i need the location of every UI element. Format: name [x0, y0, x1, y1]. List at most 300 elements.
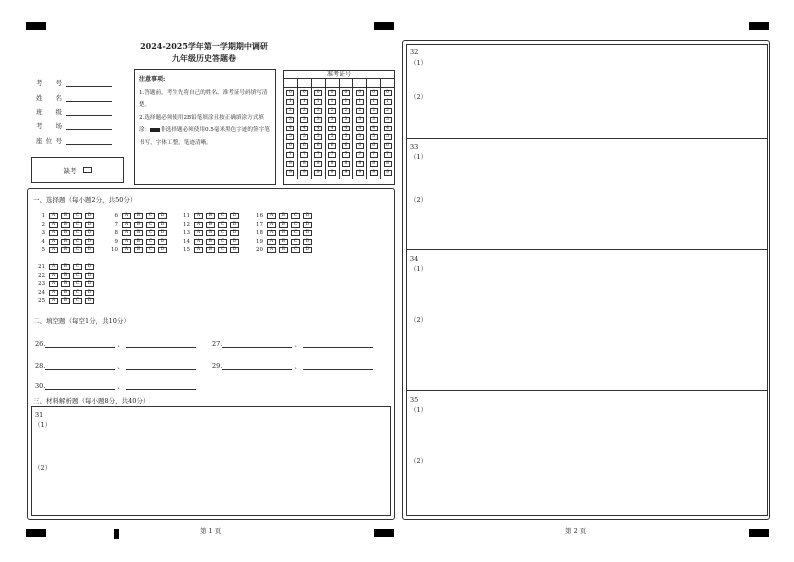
option-bubble[interactable]: A: [194, 239, 203, 245]
digit-bubble[interactable]: 0: [328, 90, 336, 96]
option-bubble[interactable]: B: [61, 230, 70, 236]
exam-number-column: [381, 88, 394, 179]
question-35-sub1: （1）: [410, 406, 428, 414]
option-bubble[interactable]: B: [61, 247, 70, 253]
choice-question-row: [251, 238, 315, 246]
fill-item-30[interactable]: [35, 380, 196, 390]
answer-area-32[interactable]: [406, 44, 768, 139]
title-line-1: 2024-2025学年第一学期期中调研: [140, 41, 268, 51]
question-number: 2: [41, 221, 45, 228]
option-bubble[interactable]: B: [134, 239, 143, 245]
question-number: 22: [38, 272, 45, 279]
digit-bubble[interactable]: 6: [356, 143, 364, 149]
question-number: 14: [183, 238, 190, 245]
option-bubble[interactable]: A: [49, 247, 58, 253]
question-31-sub2: （2）: [34, 464, 52, 472]
question-number: 7: [114, 221, 118, 228]
exam-number-column: [367, 88, 381, 179]
option-bubble[interactable]: D: [85, 239, 94, 245]
fill-item-26[interactable]: [35, 338, 196, 348]
option-bubble[interactable]: D: [230, 230, 239, 236]
digit-bubble[interactable]: 9: [356, 170, 364, 176]
section-3-title: 三、材料解析题（每小题8分，共40分）: [33, 397, 150, 405]
option-bubble[interactable]: B: [61, 290, 70, 296]
question-number: 4: [41, 238, 45, 245]
option-bubble[interactable]: B: [61, 264, 70, 270]
digit-bubble[interactable]: 7: [342, 152, 350, 158]
option-bubble[interactable]: D: [85, 213, 94, 219]
option-bubble[interactable]: A: [267, 247, 276, 253]
instruction-2: [139, 112, 271, 150]
digit-bubble[interactable]: 6: [342, 143, 350, 149]
digit-bubble[interactable]: 3: [384, 117, 392, 123]
info-label: 考号: [36, 79, 62, 87]
write-cell[interactable]: [284, 79, 298, 87]
question-32-number: 32: [410, 48, 419, 56]
option-bubble[interactable]: D: [303, 222, 312, 228]
digit-bubble[interactable]: 5: [384, 134, 392, 140]
option-bubble[interactable]: D: [85, 222, 94, 228]
option-bubble[interactable]: A: [122, 230, 131, 236]
write-cell[interactable]: [312, 79, 326, 87]
option-bubble[interactable]: C: [73, 230, 82, 236]
option-bubble[interactable]: B: [279, 230, 288, 236]
digit-bubble[interactable]: 2: [328, 108, 336, 114]
question-33-sub1: （1）: [410, 153, 428, 161]
option-bubble[interactable]: A: [267, 213, 276, 219]
choice-question-row: [33, 229, 97, 237]
exam-number-write-row: [284, 79, 394, 88]
digit-bubble[interactable]: 1: [356, 99, 364, 105]
page-2-label: 第 2 页: [565, 527, 587, 535]
option-bubble[interactable]: A: [49, 281, 58, 287]
option-bubble[interactable]: B: [61, 213, 70, 219]
option-bubble[interactable]: D: [85, 247, 94, 253]
write-cell[interactable]: [326, 79, 340, 87]
blank-line[interactable]: [126, 341, 196, 348]
absent-box: [31, 157, 124, 183]
option-bubble[interactable]: A: [49, 213, 58, 219]
choice-question-row: [178, 246, 242, 254]
question-number: 9: [114, 238, 118, 245]
digit-bubble[interactable]: 8: [342, 161, 350, 167]
blank-line[interactable]: [45, 383, 115, 390]
question-number: 21: [38, 264, 45, 270]
digit-bubble[interactable]: 3: [342, 117, 350, 123]
option-bubble[interactable]: C: [291, 222, 300, 228]
option-bubble[interactable]: A: [267, 239, 276, 245]
digit-bubble[interactable]: 4: [328, 126, 336, 132]
choice-question-row: [251, 212, 315, 220]
digit-bubble[interactable]: 5: [342, 134, 350, 140]
choice-question-row: [33, 289, 97, 297]
digit-bubble[interactable]: 4: [356, 126, 364, 132]
digit-bubble[interactable]: 5: [356, 134, 364, 140]
option-bubble[interactable]: A: [49, 290, 58, 296]
digit-bubble[interactable]: 5: [286, 134, 294, 140]
option-bubble[interactable]: A: [49, 264, 58, 270]
option-bubble[interactable]: B: [134, 213, 143, 219]
write-cell[interactable]: [340, 79, 354, 87]
option-bubble[interactable]: A: [194, 247, 203, 253]
info-room[interactable]: [36, 118, 112, 130]
digit-bubble[interactable]: 8: [300, 161, 308, 167]
info-class[interactable]: [36, 104, 112, 116]
digit-bubble[interactable]: 1: [342, 99, 350, 105]
option-bubble[interactable]: C: [73, 247, 82, 253]
digit-bubble[interactable]: 1: [286, 99, 294, 105]
question-number: 16: [256, 213, 263, 219]
option-bubble[interactable]: D: [85, 264, 94, 270]
question-number: 15: [183, 247, 190, 254]
option-bubble[interactable]: B: [279, 213, 288, 219]
digit-bubble[interactable]: 7: [286, 152, 294, 158]
option-bubble[interactable]: C: [73, 281, 82, 287]
registration-mark-bottom-right: [749, 529, 769, 537]
option-bubble[interactable]: C: [146, 247, 155, 253]
digit-bubble[interactable]: 5: [328, 134, 336, 140]
fill-number: 29.: [212, 362, 223, 370]
option-bubble[interactable]: B: [206, 247, 215, 253]
option-bubble[interactable]: B: [61, 281, 70, 287]
question-33-sub2: （2）: [410, 196, 428, 204]
option-bubble[interactable]: C: [73, 290, 82, 296]
info-line[interactable]: [66, 94, 112, 102]
digit-bubble[interactable]: 0: [300, 90, 308, 96]
digit-bubble[interactable]: 9: [314, 170, 322, 176]
exam-number-column: [298, 88, 312, 179]
option-bubble[interactable]: D: [158, 239, 167, 245]
fill-separator: 、: [117, 362, 124, 370]
option-bubble[interactable]: D: [303, 213, 312, 219]
option-bubble[interactable]: A: [122, 247, 131, 253]
option-bubble[interactable]: C: [73, 264, 82, 270]
choice-question-row: [178, 212, 242, 220]
write-cell[interactable]: [367, 79, 381, 87]
blank-line[interactable]: [303, 363, 373, 370]
digit-bubble[interactable]: 4: [342, 126, 350, 132]
question-number: 6: [114, 213, 118, 219]
option-bubble[interactable]: D: [158, 213, 167, 219]
option-bubble[interactable]: C: [146, 213, 155, 219]
digit-bubble[interactable]: 2: [300, 108, 308, 114]
choice-question-row: [106, 238, 170, 246]
digit-bubble[interactable]: 1: [314, 99, 322, 105]
question-number: 13: [183, 230, 190, 237]
digit-bubble[interactable]: 9: [328, 170, 336, 176]
choice-question-row: [251, 229, 315, 237]
option-bubble[interactable]: D: [85, 273, 94, 279]
option-bubble[interactable]: C: [291, 247, 300, 253]
digit-bubble[interactable]: 9: [370, 170, 378, 176]
exam-number-title: 准考证号: [284, 71, 394, 79]
option-bubble[interactable]: B: [61, 273, 70, 279]
digit-bubble[interactable]: 4: [370, 126, 378, 132]
section-2-title: 二、填空题（每空1分，共10分）: [33, 317, 130, 325]
option-bubble[interactable]: C: [218, 239, 227, 245]
digit-bubble[interactable]: 7: [384, 152, 392, 158]
digit-bubble[interactable]: 3: [314, 117, 322, 123]
question-number: 12: [183, 221, 190, 228]
option-bubble[interactable]: A: [194, 230, 203, 236]
question-31-sub1: （1）: [34, 421, 52, 429]
option-bubble[interactable]: B: [61, 298, 70, 304]
fill-number: 27.: [212, 340, 223, 348]
option-bubble[interactable]: B: [206, 222, 215, 228]
digit-bubble[interactable]: 8: [328, 161, 336, 167]
digit-bubble[interactable]: 8: [370, 161, 378, 167]
option-bubble[interactable]: B: [206, 213, 215, 219]
digit-bubble[interactable]: 9: [286, 170, 294, 176]
digit-bubble[interactable]: 4: [384, 126, 392, 132]
option-bubble[interactable]: A: [49, 273, 58, 279]
info-line[interactable]: [66, 79, 112, 87]
blank-line[interactable]: [303, 341, 373, 348]
choice-question-row: [178, 221, 242, 229]
instruction-2b: 非选择题必须使用0.5毫米黑色字迹的签字笔书写，字体工整，笔迹清晰。: [139, 127, 270, 146]
info-label: 姓名: [36, 94, 62, 102]
fill-number: 28.: [35, 362, 46, 370]
question-number: 17: [256, 221, 263, 228]
digit-bubble[interactable]: 2: [342, 108, 350, 114]
option-bubble[interactable]: A: [49, 239, 58, 245]
question-number: 5: [41, 247, 45, 254]
absent-label: 缺考: [63, 166, 77, 175]
option-bubble[interactable]: D: [230, 247, 239, 253]
answer-area-34[interactable]: [406, 250, 768, 391]
digit-bubble[interactable]: 5: [300, 134, 308, 140]
option-bubble[interactable]: A: [49, 230, 58, 236]
option-bubble[interactable]: D: [230, 213, 239, 219]
option-bubble[interactable]: D: [303, 230, 312, 236]
option-bubble[interactable]: A: [122, 213, 131, 219]
fill-separator: 、: [294, 362, 301, 370]
digit-bubble[interactable]: 2: [370, 108, 378, 114]
fill-item-27[interactable]: [212, 338, 373, 348]
registration-mark-top-left: [26, 22, 46, 30]
digit-bubble[interactable]: 5: [370, 134, 378, 140]
choice-question-row: [33, 212, 97, 220]
digit-bubble[interactable]: 0: [384, 90, 392, 96]
digit-bubble[interactable]: 9: [342, 170, 350, 176]
option-bubble[interactable]: B: [134, 222, 143, 228]
digit-bubble[interactable]: 5: [314, 134, 322, 140]
option-bubble[interactable]: B: [134, 247, 143, 253]
fill-item-29[interactable]: [212, 360, 373, 370]
option-bubble[interactable]: C: [218, 230, 227, 236]
option-bubble[interactable]: D: [230, 239, 239, 245]
digit-bubble[interactable]: 4: [300, 126, 308, 132]
exam-number-grid: [283, 70, 395, 185]
digit-bubble[interactable]: 7: [314, 152, 322, 158]
choice-question-row: [33, 221, 97, 229]
info-line[interactable]: [66, 137, 112, 145]
digit-bubble[interactable]: 8: [356, 161, 364, 167]
digit-bubble[interactable]: 3: [328, 117, 336, 123]
answer-area-31[interactable]: [31, 406, 391, 516]
option-bubble[interactable]: C: [218, 222, 227, 228]
blank-line[interactable]: [126, 363, 196, 370]
answer-area-33[interactable]: [406, 139, 768, 250]
digit-bubble[interactable]: 0: [370, 90, 378, 96]
option-bubble[interactable]: C: [73, 222, 82, 228]
digit-bubble[interactable]: 1: [384, 99, 392, 105]
option-bubble[interactable]: A: [49, 298, 58, 304]
digit-bubble[interactable]: 7: [356, 152, 364, 158]
option-bubble[interactable]: C: [73, 213, 82, 219]
option-bubble[interactable]: A: [194, 222, 203, 228]
question-number: 19: [256, 238, 263, 245]
digit-bubble[interactable]: 7: [300, 152, 308, 158]
option-bubble[interactable]: B: [134, 230, 143, 236]
digit-bubble[interactable]: 6: [328, 143, 336, 149]
write-cell[interactable]: [381, 79, 394, 87]
digit-bubble[interactable]: 2: [384, 108, 392, 114]
option-bubble[interactable]: D: [85, 298, 94, 304]
digit-bubble[interactable]: 6: [286, 143, 294, 149]
digit-bubble[interactable]: 3: [356, 117, 364, 123]
digit-bubble[interactable]: 6: [384, 143, 392, 149]
option-bubble[interactable]: B: [61, 239, 70, 245]
fill-item-28[interactable]: [35, 360, 196, 370]
fill-number: 26.: [35, 340, 46, 348]
question-number: 10: [111, 247, 118, 254]
option-bubble[interactable]: C: [218, 213, 227, 219]
option-bubble[interactable]: C: [73, 298, 82, 304]
blank-line[interactable]: [45, 363, 115, 370]
option-bubble[interactable]: C: [291, 230, 300, 236]
absent-checkbox[interactable]: [83, 167, 92, 173]
digit-bubble[interactable]: 0: [314, 90, 322, 96]
question-number: 23: [38, 281, 45, 288]
choice-question-row: [33, 280, 97, 288]
option-bubble[interactable]: D: [158, 247, 167, 253]
question-34-sub2: （2）: [410, 316, 428, 324]
option-bubble[interactable]: C: [146, 239, 155, 245]
option-bubble[interactable]: D: [158, 230, 167, 236]
digit-bubble[interactable]: 8: [314, 161, 322, 167]
write-cell[interactable]: [298, 79, 312, 87]
info-label: 座位号: [36, 137, 62, 145]
option-bubble[interactable]: D: [230, 222, 239, 228]
option-bubble[interactable]: A: [267, 222, 276, 228]
digit-bubble[interactable]: 4: [314, 126, 322, 132]
exam-number-column: [340, 88, 354, 179]
option-bubble[interactable]: D: [303, 247, 312, 253]
question-34-sub1: （1）: [410, 265, 428, 273]
option-bubble[interactable]: C: [73, 239, 82, 245]
digit-bubble[interactable]: 0: [286, 90, 294, 96]
option-bubble[interactable]: D: [303, 239, 312, 245]
registration-mark-bottom-left: [26, 529, 46, 537]
digit-bubble[interactable]: 1: [300, 99, 308, 105]
digit-bubble[interactable]: 3: [300, 117, 308, 123]
instructions-heading: 注意事项:: [139, 76, 166, 83]
question-number: 24: [38, 289, 45, 296]
option-bubble[interactable]: A: [267, 230, 276, 236]
registration-mark-bottom-center: [374, 529, 394, 537]
info-line[interactable]: [66, 122, 112, 130]
choice-question-row: [106, 221, 170, 229]
exam-number-column: [353, 88, 367, 179]
digit-bubble[interactable]: 0: [356, 90, 364, 96]
option-bubble[interactable]: B: [279, 247, 288, 253]
option-bubble[interactable]: B: [206, 230, 215, 236]
section-1-title: 一、选择题（每小题2分，共50分）: [33, 196, 137, 204]
write-cell[interactable]: [353, 79, 367, 87]
digit-bubble[interactable]: 1: [370, 99, 378, 105]
digit-bubble[interactable]: 6: [314, 143, 322, 149]
option-bubble[interactable]: A: [194, 213, 203, 219]
info-seat[interactable]: [36, 133, 112, 145]
info-name[interactable]: [36, 90, 112, 102]
digit-bubble[interactable]: 9: [384, 170, 392, 176]
option-bubble[interactable]: D: [85, 281, 94, 287]
option-bubble[interactable]: C: [73, 273, 82, 279]
question-33-number: 33: [410, 143, 419, 151]
digit-bubble[interactable]: 8: [286, 161, 294, 167]
question-number: 25: [38, 298, 45, 305]
digit-bubble[interactable]: 7: [370, 152, 378, 158]
info-line[interactable]: [66, 108, 112, 116]
digit-bubble[interactable]: 1: [328, 99, 336, 105]
choice-question-row: [33, 272, 97, 280]
option-bubble[interactable]: B: [206, 239, 215, 245]
digit-bubble[interactable]: 0: [342, 90, 350, 96]
option-bubble[interactable]: C: [146, 230, 155, 236]
exam-number-column: [284, 88, 298, 179]
digit-bubble[interactable]: 9: [300, 170, 308, 176]
option-bubble[interactable]: D: [158, 222, 167, 228]
exam-number-bubbles: [284, 88, 394, 179]
option-bubble[interactable]: A: [49, 222, 58, 228]
choice-question-row: [178, 238, 242, 246]
question-number: 8: [114, 230, 118, 237]
digit-bubble[interactable]: 6: [300, 143, 308, 149]
info-label: 考场: [36, 122, 62, 130]
page-1-label: 第 1 页: [200, 527, 222, 535]
blank-line[interactable]: [45, 341, 115, 348]
choice-question-row: [33, 297, 97, 305]
digit-bubble[interactable]: 7: [328, 152, 336, 158]
option-bubble[interactable]: C: [291, 239, 300, 245]
digit-bubble[interactable]: 3: [370, 117, 378, 123]
digit-bubble[interactable]: 2: [356, 108, 364, 114]
digit-bubble[interactable]: 6: [370, 143, 378, 149]
option-bubble[interactable]: A: [122, 239, 131, 245]
digit-bubble[interactable]: 8: [384, 161, 392, 167]
blank-line[interactable]: [222, 363, 292, 370]
info-exam-id[interactable]: [36, 75, 112, 87]
option-bubble[interactable]: D: [85, 230, 94, 236]
option-bubble[interactable]: B: [279, 239, 288, 245]
option-bubble[interactable]: C: [218, 247, 227, 253]
digit-bubble[interactable]: 2: [286, 108, 294, 114]
fill-separator: 、: [117, 382, 124, 390]
option-bubble[interactable]: B: [61, 222, 70, 228]
option-bubble[interactable]: D: [85, 290, 94, 296]
option-bubble[interactable]: C: [146, 222, 155, 228]
option-bubble[interactable]: B: [279, 222, 288, 228]
option-bubble[interactable]: C: [291, 213, 300, 219]
digit-bubble[interactable]: 3: [286, 117, 294, 123]
blank-line[interactable]: [126, 383, 196, 390]
digit-bubble[interactable]: 4: [286, 126, 294, 132]
blank-line[interactable]: [222, 341, 292, 348]
digit-bubble[interactable]: 2: [314, 108, 322, 114]
question-34-number: 34: [410, 255, 419, 263]
option-bubble[interactable]: A: [122, 222, 131, 228]
